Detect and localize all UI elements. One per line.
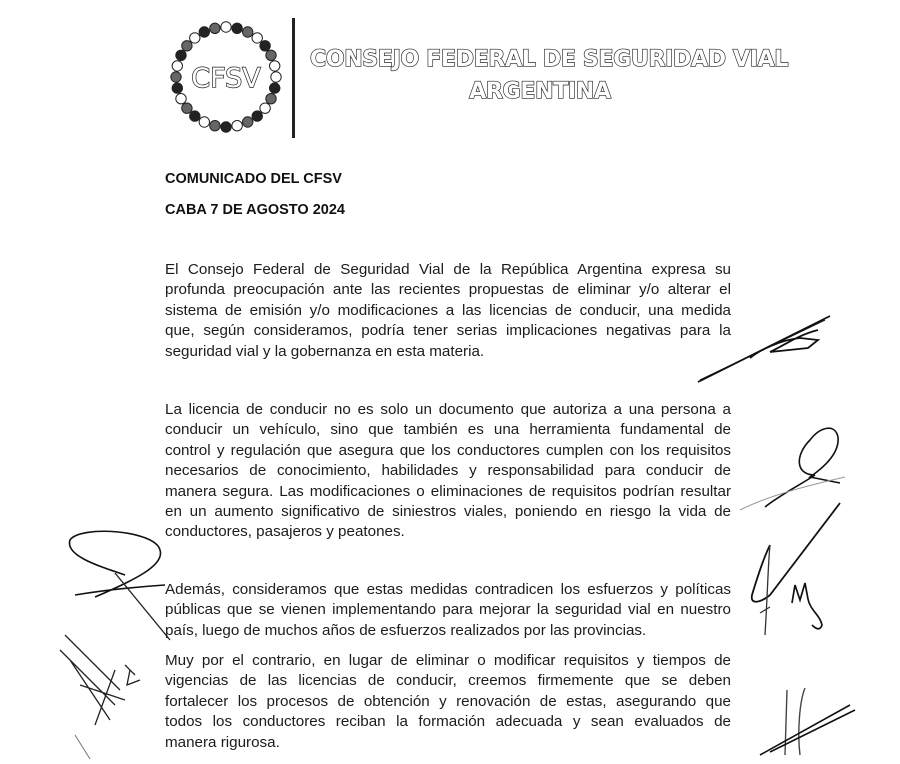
paragraph-line: en un aumento significativo de siniestros viales, poniendo en riesgo la vida de [165, 503, 731, 521]
paragraph-line: fortalecer los procesos de obtención y renovación de estas, asegurando que [165, 692, 731, 710]
paragraph-line: vigencias de las licencias de conducir, creemos firmemente que se deben [165, 672, 731, 690]
paragraph-line: La licencia de conducir no es solo un documento que autoriza a una persona a [165, 401, 731, 418]
communique-title: COMUNICADO DEL CFSV [165, 171, 342, 187]
signature-scribble-icon [690, 310, 840, 390]
paragraph-3 [165, 580, 731, 641]
paragraph-2 [165, 400, 731, 543]
communique-date: CABA 7 DE AGOSTO 2024 [165, 202, 345, 218]
paragraph-line: manera segura. Las modificaciones o eliminaciones de requisitos podrían resultar [165, 482, 731, 500]
paragraph-line: que, según consideramos, podría tener serias implicaciones negativas para la [165, 322, 731, 340]
paragraph-line: públicas que se vienen implementando para mejorar la seguridad vial en nuestro [165, 601, 731, 619]
header-divider [292, 18, 295, 138]
signature-left-2 [55, 625, 145, 764]
paragraph-line: manera rigurosa. [165, 733, 280, 751]
paragraph-line: profunda preocupación ante las recientes propuestas de eliminar y/o alterar el [165, 281, 731, 299]
paragraph-line: Muy por el contrario, en lugar de eliminar o modificar requisitos y tiempos de [165, 652, 731, 669]
paragraph-line: El Consejo Federal de Seguridad Vial de la República Argentina expresa su [165, 261, 731, 278]
paragraph-1 [165, 260, 731, 362]
org-title-line1: CONSEJO FEDERAL DE SEGURIDAD VIAL [310, 47, 789, 72]
signature-scribble-icon [740, 495, 860, 645]
signature-scribble-icon [755, 670, 875, 759]
paragraph-line: Además, consideramos que estas medidas contradicen los esfuerzos y políticas [165, 581, 731, 598]
signature-right-3 [740, 495, 860, 650]
organization-title [310, 44, 789, 108]
signature-right-4 [755, 670, 875, 764]
logo-text: CFSV [191, 63, 261, 94]
logo-ring-icon [166, 17, 286, 137]
paragraph-line: todos los conductores reciban la formación adecuada y sean evaluados de [165, 713, 731, 731]
paragraph-line: país, luego de muchos años de esfuerzos realizados por las provincias. [165, 621, 647, 639]
paragraph-line: necesarios de conocimiento, habilidades y responsabilidad para conducir de [165, 462, 731, 480]
paragraph-line: seguridad vial y la gobernanza en esta materia. [165, 342, 485, 360]
cfsv-logo [166, 17, 286, 137]
paragraph-line: control y regulación que asegura que los conductores cumplen con los requisitos [165, 441, 731, 459]
paragraph-4 [165, 651, 731, 753]
org-title-line2: ARGENTINA [469, 79, 611, 104]
signature-right-1 [690, 310, 840, 395]
paragraph-line: conductores, pasajeros y peatones. [165, 523, 405, 541]
paragraph-line: conducir un vehículo, sino que también es una herramienta fundamental de [165, 421, 731, 439]
signature-scribble-icon [55, 625, 145, 759]
paragraph-line: sistema de emisión y/o modificaciones a las licencias de conducir, una medida [165, 301, 731, 319]
